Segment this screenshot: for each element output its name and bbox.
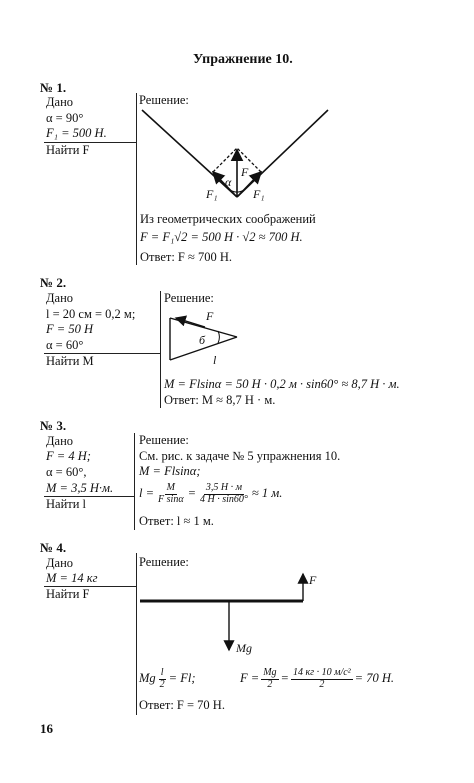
problem-3-reference: См. рис. к задаче № 5 упражнения 10.	[139, 449, 341, 463]
eq1-numerator: l	[160, 667, 164, 678]
eq-lhs: l =	[139, 486, 155, 501]
problem-2-given-alpha: α = 60°	[46, 338, 84, 352]
problem-2-formula: M = Flsinα = 50 Н · 0,2 м · sin60° ≈ 8,7 Н · м.	[164, 377, 400, 391]
problem-1-solution-label: Решение:	[139, 93, 189, 107]
problem-1-answer: Ответ: F ≈ 700 Н.	[140, 250, 233, 264]
problem-1-solution-text: Из геометрических соображений	[140, 212, 316, 226]
eq-numerator-1: M	[166, 482, 175, 493]
problem-4-find: Найти F	[46, 587, 90, 601]
problem-1-given-label: Дано	[46, 95, 74, 109]
problem-1-given-alpha: α = 90°	[46, 111, 84, 125]
problem-4-number: № 4.	[40, 540, 67, 555]
problem-3-find: Найти l	[46, 497, 87, 511]
label-length-l: l	[213, 353, 217, 367]
problem-4-solution-label: Решение:	[139, 555, 189, 569]
eq-result: ≈ 1 м.	[251, 486, 283, 501]
eq2-numerator-1: Mg	[263, 667, 277, 678]
problem-3-equation: l = $\frac{M}{\text{F sinα}}$ = 3,5 Н · м 4 Н · sin60° ≈ 1 м.	[139, 482, 283, 505]
problem-4-equation-force: F = $\frac{Mg}{2}$ = 14 кг · 10 м/с² 2 = 70 Н.	[240, 667, 395, 690]
label-force-f: F	[309, 573, 317, 587]
label-weight-mg: Mg	[236, 641, 252, 655]
label-resultant-f: F	[241, 165, 249, 179]
label-f1-right: F₁	[253, 187, 265, 201]
eq2-numerator-2: 14 кг · 10 м/с²	[292, 667, 351, 678]
problem-2-number: № 2.	[40, 275, 67, 290]
problem-3-given-force: F = 4 Н;	[46, 449, 91, 463]
problem-2-given-length: l = 20 см = 0,2 м;	[46, 307, 136, 321]
eq2-result: = 70 Н.	[354, 671, 395, 686]
eq2-denominator-1: 2	[267, 678, 273, 690]
eq1-mg: Mg	[139, 671, 156, 686]
eq-denominator-1: F sinα	[158, 493, 184, 505]
problem-3-formula: M = Flsinα;	[139, 464, 201, 478]
eq2-lhs: F =	[240, 671, 260, 686]
problem-3-solution-label: Решение:	[139, 433, 189, 447]
problem-1-given-force: F₁ = 500 Н.	[46, 126, 107, 140]
problem-4-answer: Ответ: F = 70 Н.	[139, 698, 225, 712]
eq-numerator-2: 3,5 Н · м	[205, 482, 243, 493]
problem-3-given-label: Дано	[46, 434, 74, 448]
problem-2-answer: Ответ: M ≈ 8,7 Н · м.	[164, 393, 276, 407]
problem-1-formula: F = F₁√2 = 500 Н · √2 ≈ 700 Н.	[140, 230, 303, 244]
problem-1-find: Найти F	[46, 143, 90, 157]
problem-4-given-mass: M = 14 кг	[46, 571, 98, 585]
label-alpha: α	[225, 175, 232, 189]
problem-4-equation-moments	[139, 668, 196, 690]
problem-2-given-label: Дано	[46, 291, 74, 305]
problem-4-given-label: Дано	[46, 556, 74, 570]
eq2-denominator-2: 2	[319, 678, 325, 690]
label-f1-left: F₁	[206, 187, 218, 201]
problem-3-answer: Ответ: l ≈ 1 м.	[139, 514, 214, 528]
eq1-denominator: 2	[159, 678, 165, 690]
problem-3-given-moment: M = 3,5 Н·м.	[46, 481, 114, 495]
label-force-f: F	[206, 309, 214, 323]
problem-2-solution-label: Решение:	[164, 291, 214, 305]
page-title: Упражнение 10.	[193, 52, 293, 67]
eq-denominator-2: 4 Н · sin60°	[200, 493, 248, 505]
eq1-rhs: = Fl;	[168, 671, 196, 686]
page-number: 16	[40, 721, 53, 736]
problem-3-given-alpha: α = 60°,	[46, 465, 87, 479]
problem-3-number: № 3.	[40, 418, 67, 433]
problem-1-number: № 1.	[40, 80, 67, 95]
problem-2-given-force: F = 50 Н	[46, 322, 93, 336]
problem-2-find: Найти M	[46, 354, 94, 368]
label-angle: б	[199, 333, 206, 347]
